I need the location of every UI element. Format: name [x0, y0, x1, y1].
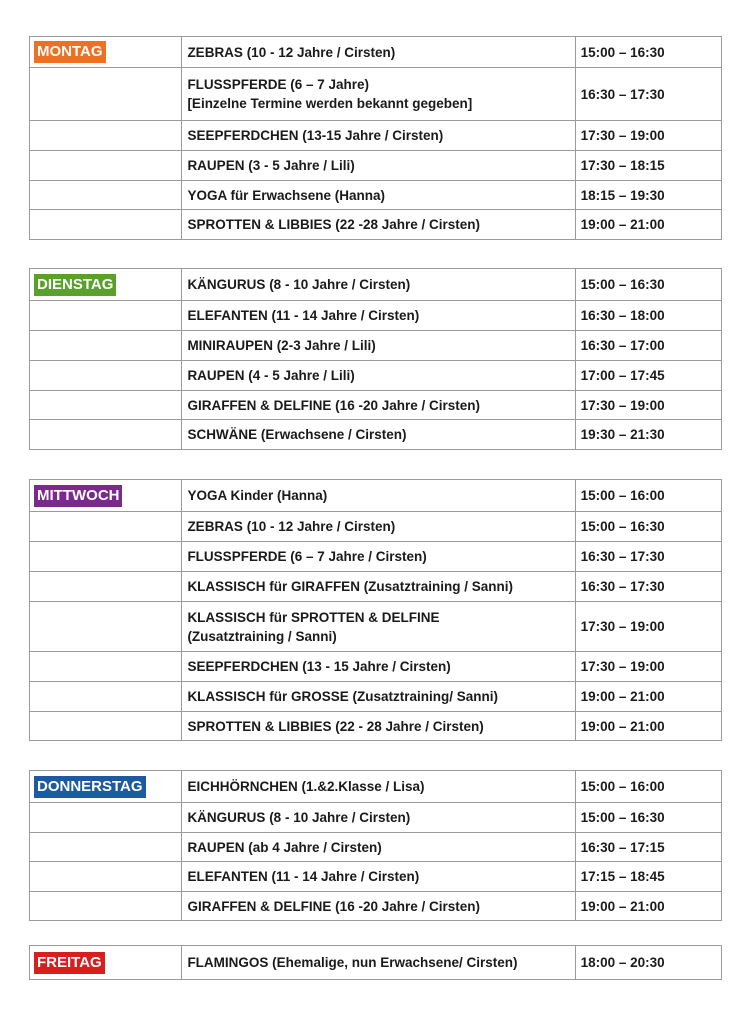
- class-name-line: RAUPEN (4 - 5 Jahre / Lili): [187, 368, 355, 383]
- day-cell: [30, 803, 182, 833]
- day-cell: [30, 833, 182, 862]
- day-cell: [30, 151, 182, 181]
- class-time: 16:30 – 17:00: [575, 331, 721, 361]
- class-time: 15:00 – 16:30: [575, 269, 721, 301]
- table-row: [30, 37, 722, 68]
- class-name-line: (Zusatztraining / Sanni): [187, 628, 337, 644]
- class-name: [182, 771, 575, 803]
- class-name-line: YOGA Kinder (Hanna): [187, 488, 328, 503]
- table-row: [30, 542, 722, 572]
- table-row: [30, 572, 722, 602]
- class-name: [182, 361, 575, 391]
- day-cell: [30, 420, 182, 450]
- class-name-line: GIRAFFEN & DELFINE (16 -20 Jahre / Cirsten): [187, 397, 480, 413]
- class-time: 17:30 – 19:00: [575, 652, 721, 682]
- class-name: [182, 480, 575, 512]
- day-cell: [30, 652, 182, 682]
- table-row: [30, 892, 722, 921]
- class-name: [182, 391, 575, 420]
- class-name: [182, 121, 575, 151]
- class-name: [182, 420, 575, 450]
- class-name: [182, 892, 575, 921]
- schedule-table-freitag: [29, 945, 722, 980]
- day-label-donnerstag: DONNERSTAG: [34, 776, 146, 798]
- class-time: 16:30 – 18:00: [575, 301, 721, 331]
- class-name: [182, 712, 575, 741]
- schedule-table-montag: [29, 36, 722, 240]
- class-time: 17:30 – 19:00: [575, 602, 721, 652]
- day-cell: [30, 68, 182, 121]
- table-row: [30, 652, 722, 682]
- class-time: 19:00 – 21:00: [575, 682, 721, 712]
- table-row: [30, 862, 722, 892]
- class-time: 17:30 – 18:15: [575, 151, 721, 181]
- day-cell: [30, 572, 182, 602]
- class-time: 16:30 – 17:15: [575, 833, 721, 862]
- day-cell: [30, 862, 182, 892]
- class-time: 16:30 – 17:30: [575, 68, 721, 121]
- table-row: [30, 210, 722, 240]
- day-cell: [30, 542, 182, 572]
- day-label-mittwoch: MITTWOCH: [34, 485, 122, 507]
- table-row: [30, 301, 722, 331]
- class-name-line: KLASSISCH für GROSSE (Zusatztraining/ Sanni): [187, 689, 498, 704]
- day-cell: [30, 512, 182, 542]
- day-cell: [30, 37, 182, 68]
- class-name-line: ELEFANTEN (11 - 14 Jahre / Cirsten): [187, 308, 420, 323]
- class-time: 15:00 – 16:30: [575, 37, 721, 68]
- class-time: 15:00 – 16:00: [575, 771, 721, 803]
- class-name-line: SPROTTEN & LIBBIES (22 -28 Jahre / Cirsten): [187, 217, 481, 232]
- day-cell: [30, 269, 182, 301]
- class-name: [182, 210, 575, 240]
- class-name: [182, 652, 575, 682]
- class-name: [182, 512, 575, 542]
- class-name-line: EICHHÖRNCHEN (1.&2.Klasse / Lisa): [187, 779, 425, 794]
- class-name: [182, 331, 575, 361]
- day-cell: [30, 391, 182, 420]
- class-name-line: ELEFANTEN (11 - 14 Jahre / Cirsten): [187, 869, 420, 884]
- class-time: 17:30 – 19:00: [575, 121, 721, 151]
- class-name-line: SCHWÄNE (Erwachsene / Cirsten): [187, 427, 407, 442]
- table-row: [30, 121, 722, 151]
- class-name: [182, 682, 575, 712]
- class-name: [182, 946, 575, 980]
- class-time: 15:00 – 16:30: [575, 512, 721, 542]
- class-name: [182, 602, 575, 652]
- class-name-line: RAUPEN (ab 4 Jahre / Cirsten): [187, 839, 382, 855]
- class-name-line: FLUSSPFERDE (6 – 7 Jahre / Cirsten): [187, 549, 427, 564]
- table-row: [30, 803, 722, 833]
- class-name-line: [Einzelne Termine werden bekannt gegeben]: [187, 96, 473, 111]
- class-time: 16:30 – 17:30: [575, 542, 721, 572]
- class-name-line: KLASSISCH für SPROTTEN & DELFINE: [187, 609, 440, 625]
- day-cell: [30, 331, 182, 361]
- class-name-line: ZEBRAS (10 - 12 Jahre / Cirsten): [187, 44, 396, 60]
- class-name: [182, 151, 575, 181]
- class-time: 15:00 – 16:30: [575, 803, 721, 833]
- table-row: [30, 420, 722, 450]
- day-cell: [30, 712, 182, 741]
- day-cell: [30, 602, 182, 652]
- class-time: 17:15 – 18:45: [575, 862, 721, 892]
- table-row: [30, 269, 722, 301]
- class-name-line: ZEBRAS (10 - 12 Jahre / Cirsten): [187, 519, 396, 534]
- table-row: [30, 181, 722, 210]
- table-row: [30, 682, 722, 712]
- class-time: 19:00 – 21:00: [575, 712, 721, 741]
- class-name: [182, 68, 575, 121]
- class-name-line: SEEPFERDCHEN (13 - 15 Jahre / Cirsten): [187, 659, 451, 674]
- table-row: [30, 946, 722, 980]
- class-name: [182, 862, 575, 892]
- class-time: 15:00 – 16:00: [575, 480, 721, 512]
- class-name: [182, 572, 575, 602]
- class-name: [182, 269, 575, 301]
- day-cell: [30, 480, 182, 512]
- class-name-line: YOGA für Erwachsene (Hanna): [187, 187, 385, 203]
- day-cell: [30, 181, 182, 210]
- class-time: 19:30 – 21:30: [575, 420, 721, 450]
- table-row: [30, 151, 722, 181]
- class-name: [182, 542, 575, 572]
- class-name-line: RAUPEN (3 - 5 Jahre / Lili): [187, 158, 355, 173]
- schedule-table-dienstag: [29, 268, 722, 450]
- day-cell: [30, 682, 182, 712]
- class-name-line: GIRAFFEN & DELFINE (16 -20 Jahre / Cirsten): [187, 898, 480, 914]
- table-row: [30, 602, 722, 652]
- table-row: [30, 833, 722, 862]
- class-name-line: FLAMINGOS (Ehemalige, nun Erwachsene/ Cirsten): [187, 955, 518, 970]
- day-label-freitag: FREITAG: [34, 952, 105, 974]
- schedule-table-donnerstag: [29, 770, 722, 921]
- day-cell: [30, 946, 182, 980]
- day-label-dienstag: DIENSTAG: [34, 274, 116, 296]
- class-name-line: FLUSSPFERDE (6 – 7 Jahre): [187, 77, 369, 92]
- class-name: [182, 37, 575, 68]
- class-time: 19:00 – 21:00: [575, 210, 721, 240]
- class-name-line: KÄNGURUS (8 - 10 Jahre / Cirsten): [187, 277, 411, 292]
- class-time: 18:00 – 20:30: [575, 946, 721, 980]
- class-time: 17:30 – 19:00: [575, 391, 721, 420]
- day-cell: [30, 301, 182, 331]
- table-row: [30, 712, 722, 741]
- table-row: [30, 68, 722, 121]
- class-name: [182, 301, 575, 331]
- class-name: [182, 181, 575, 210]
- table-row: [30, 480, 722, 512]
- day-cell: [30, 771, 182, 803]
- table-row: [30, 771, 722, 803]
- day-cell: [30, 361, 182, 391]
- table-row: [30, 361, 722, 391]
- class-name: [182, 803, 575, 833]
- day-cell: [30, 210, 182, 240]
- class-name-line: SPROTTEN & LIBBIES (22 - 28 Jahre / Cirsten): [187, 718, 484, 734]
- schedule-table-mittwoch: [29, 479, 722, 741]
- class-name-line: MINIRAUPEN (2-3 Jahre / Lili): [187, 338, 376, 353]
- class-name-line: SEEPFERDCHEN (13-15 Jahre / Cirsten): [187, 128, 444, 143]
- day-cell: [30, 892, 182, 921]
- class-time: 18:15 – 19:30: [575, 181, 721, 210]
- class-name-line: KÄNGURUS (8 - 10 Jahre / Cirsten): [187, 810, 411, 825]
- class-name-line: KLASSISCH für GIRAFFEN (Zusatztraining / Sanni): [187, 579, 513, 594]
- table-row: [30, 331, 722, 361]
- table-row: [30, 512, 722, 542]
- class-time: 19:00 – 21:00: [575, 892, 721, 921]
- class-name: [182, 833, 575, 862]
- table-row: [30, 391, 722, 420]
- day-label-montag: MONTAG: [34, 41, 106, 63]
- class-time: 16:30 – 17:30: [575, 572, 721, 602]
- class-time: 17:00 – 17:45: [575, 361, 721, 391]
- day-cell: [30, 121, 182, 151]
